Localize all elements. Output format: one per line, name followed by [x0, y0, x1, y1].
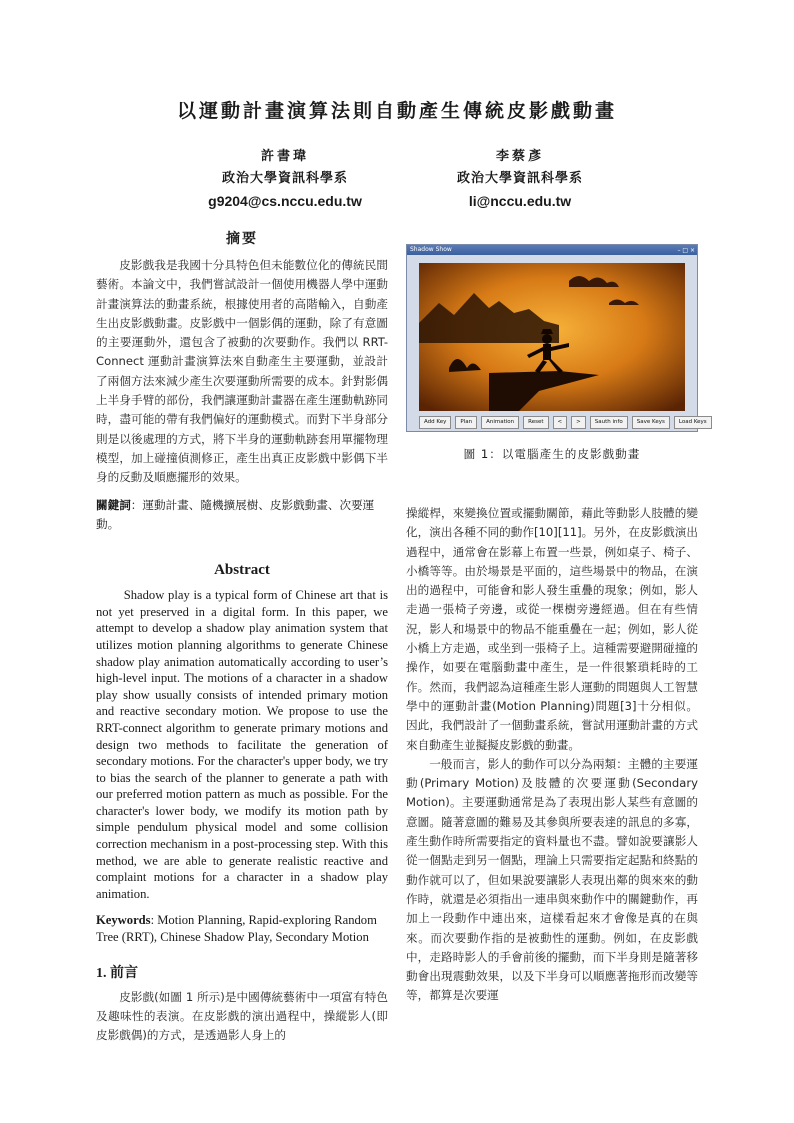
right-column	[406, 244, 707, 1006]
body-paragraph: 一般而言，影人的動作可以分為兩類：主體的主要運動(Primary Motion)及肢體的次要運動(Secondary Motion)。主要運動通常是為了表現出影人某些有意圖的意圖。隨著意圖的難易及其參與所要表達的訊息的多寡，產生動作時所需要指定的資料量也不盡。譬如說要讓影人從一個點走到另一個點，理論上只需要指定起點和終點的動作就可以了，但如果說要讓影人表現出鄰的與來來的動作時，就還是必須指出一連串與來動作中的關鍵動作，再加上一段動作中連出來，這樣看起來才會像是真的在與來。而次要動作指的是被動性的運動。例如，在皮影戲中，走路時影人的手會前後的擺動，而下半身則是隨著移動會出現震動效果，以及下半身可以順應著拖形而改變等等，都算是次要運	[406, 756, 698, 1003]
keywords-en-label: Keywords	[96, 913, 151, 928]
author-name: 李蔡彥	[495, 149, 544, 164]
add-key-button[interactable]: Add Key	[419, 416, 451, 429]
sauth-info-button[interactable]: Sauth info	[590, 416, 628, 429]
window-controls-icon: – □ ×	[677, 247, 695, 254]
shadow-show-figure	[406, 244, 707, 432]
author-name: 許書瑋	[260, 149, 309, 164]
author-affiliation: 政治大學資訊科學系	[221, 171, 348, 186]
window-title: Shadow Show	[410, 246, 452, 253]
author-email: li@nccu.edu.tw	[468, 193, 572, 209]
shadow-play-canvas	[419, 263, 685, 411]
keywords-en-text: : Motion Planning, Rapid-exploring Random Tree (RRT), Chinese Shadow Play, Secondary Motion	[96, 913, 377, 945]
author-block-1	[175, 146, 395, 212]
shadow-scene-illustration	[419, 263, 685, 411]
author-affiliation: 政治大學資訊科學系	[456, 171, 583, 186]
body-paragraph: 操縱桿，來變換位置或擺動關節，藉此等動影人肢體的變化，演出各種不同的動作[10][11]。另外，在皮影戲演出過程中，通常會在影幕上布置一些景，例如桌子、椅子、小橋等等。由於場景是平面的，這些場景中的物品，在演出的過程中，可能會和影人發生重疊的現象；例如，影人走過一張椅子旁邊，或從一棵樹旁邊經過。但在有些情況，影人和場景中的物品不能重疊在一起；例如，影人從小橋上方走過，或坐到一張椅子上。這種需要避開碰撞的操作，如要在電腦動畫中產生，是一件很繁瑣耗時的工作。然而，我們認為這種產生影人運動的問題與人工智慧學中的運動計畫(Motion Planning)問題[3]十分相似。因此，我們設計了一個動畫系統，嘗試用運動計畫的方式來自動產生並擬擬皮影戲的動畫。	[406, 506, 698, 752]
section-1-text: 皮影戲(如圖 1 所示)是中國傳統藝術中一項富有特色及趣味性的表演。在皮影戲的演出過程中，操縱影人(即皮影戲偶)的方式，是透過影人身上的	[96, 989, 388, 1043]
prev-button[interactable]: <	[553, 416, 568, 429]
keywords-cn-text: ：運動計畫、隨機擴展樹、皮影戲動畫、次要運動。	[96, 497, 375, 531]
keywords-cn-label: 關鍵詞	[96, 497, 131, 512]
author-block-2	[410, 146, 630, 212]
paper-title: 以運動計畫演算法則自動產生傳統皮影戲動畫	[176, 100, 617, 122]
keywords-en	[96, 912, 388, 945]
author-email: g9204@cs.nccu.edu.tw	[208, 193, 362, 209]
figure-toolbar	[419, 416, 712, 428]
keywords-cn	[96, 496, 388, 535]
plan-button[interactable]: Plan	[455, 416, 477, 429]
section-1-title: 1. 前言	[96, 965, 138, 981]
abstract-cn-text: 皮影戲我是我國十分具特色但未能數位化的傳統民間藝術。本論文中，我們嘗試設計一個使用機器人學中運動計畫演算法的動畫系統，根據使用者的高階輸入，自動產生出皮影戲動畫。皮影戲中一個影偶的運動，除了有意圖的主要運動外，還包含了被動的次要動作。我們以 RRT-Connect 運動計畫演算法來自動產生主要運動，並設計了兩個方法來減少產生次要運動所需要的成本。針對影偶上半身手臂的部份，我們讓運動計畫器在產生運動軌跡同時，盡可能的帶有我們偏好的運動模式。而對下半身部分則是以後處理的方式，將下半身的運動軌跡套用單擺物理模型，加上碰撞偵測修正，產生出真正皮影戲中影偶下半身的反動及順應擺形的效果。	[96, 258, 388, 485]
load-keys-button[interactable]: Load Keys	[674, 416, 712, 429]
save-keys-button[interactable]: Save Keys	[632, 416, 670, 429]
abstract-en-text: Shadow play is a typical form of Chinese art that is not yet preserved in a digital form. In this paper, we attempt to develop a shadow play animation system that utilizes motion planning algorithms to generate Chinese shadow play animation automatically according to user’s high-level input. The motions of a character in a shadow play show usually consists of intended primary motion and reactive secondary motion. We propose to use the RRT-connect algorithm to generate primary motions and design two methods to facilitate the generation of secondary motions. For the character's upper body, we try to bias the search of the planner to generate a path with our preferred motion pattern as much as possible. For the character's lower body, we modify its motion path by simple pendulum physical model and some collision correction mechanism in a post-processing step. With this method, we are able to generate realistic reactive and complaint motions for a character in a shadow play animation.	[96, 588, 388, 901]
window-titlebar	[407, 245, 697, 255]
animation-button[interactable]: Animation	[481, 416, 519, 429]
next-button[interactable]: >	[571, 416, 586, 429]
reset-button[interactable]: Reset	[523, 416, 548, 429]
right-column-text	[406, 504, 698, 1006]
left-column	[96, 228, 388, 1046]
abstract-en-heading: Abstract	[214, 562, 270, 579]
figure-caption: 圖 1：以電腦產生的皮影戲動畫	[463, 447, 641, 461]
abstract-cn-heading: 摘要	[226, 231, 258, 247]
